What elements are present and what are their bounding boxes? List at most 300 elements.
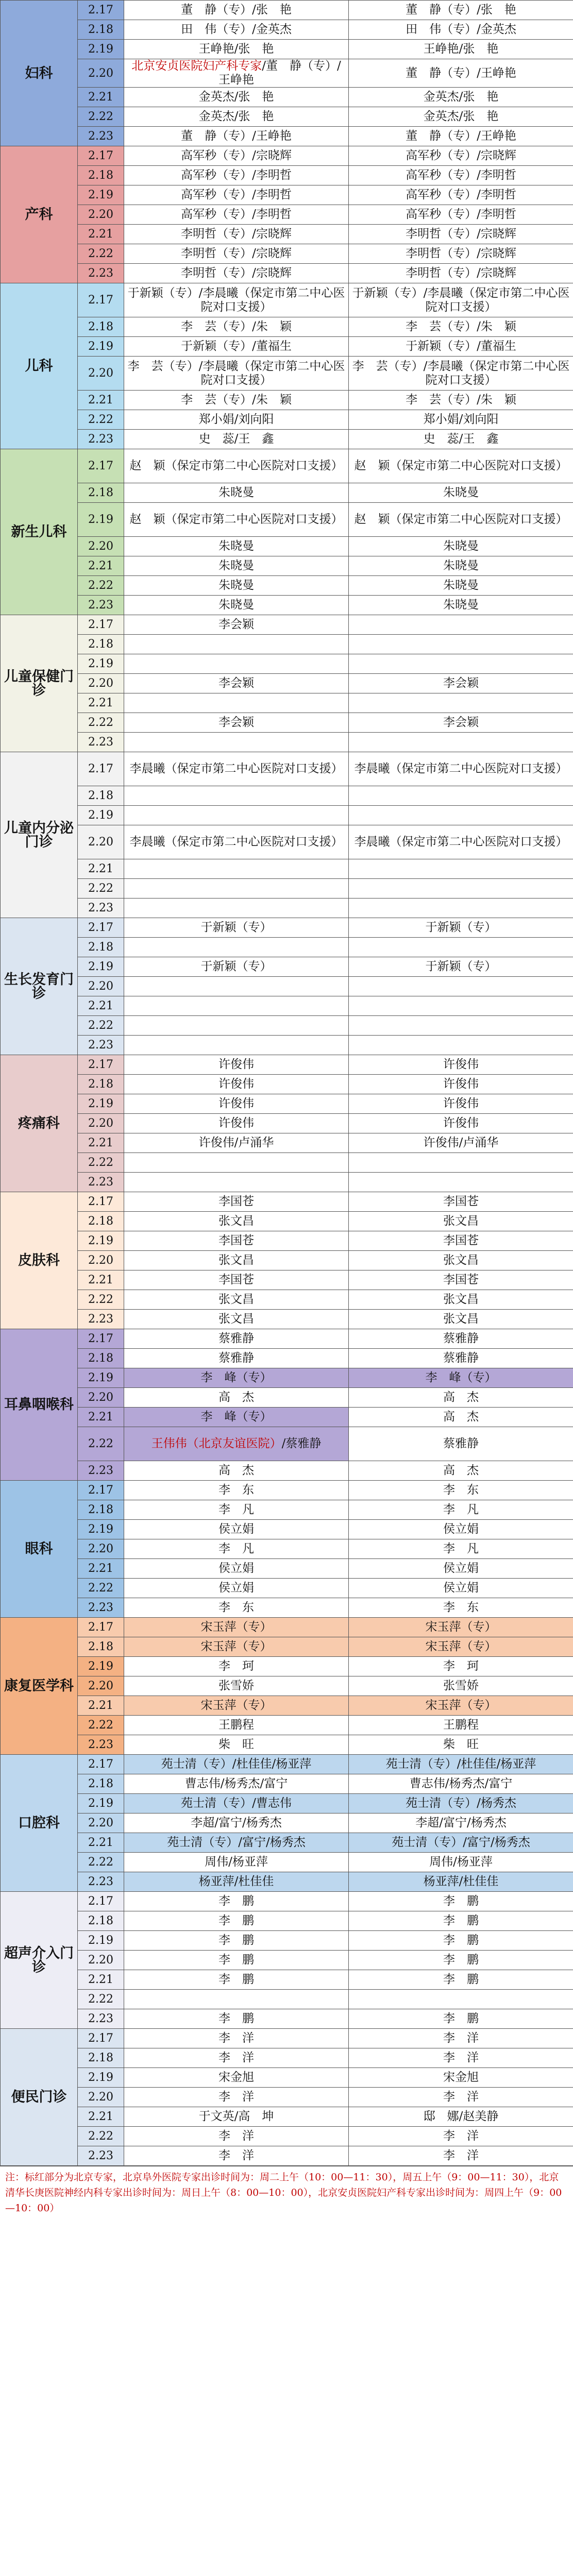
schedule-row	[1, 693, 573, 713]
date-cell: 2.18	[78, 317, 124, 337]
date-cell: 2.19	[78, 503, 124, 537]
doctor-cell-am: 张文昌	[124, 1212, 349, 1231]
doctor-cell-pm: 高 杰	[349, 1388, 573, 1408]
doctor-cell-pm	[349, 1153, 573, 1173]
schedule-row	[1, 1814, 573, 1833]
date-cell: 2.23	[78, 2009, 124, 2029]
doctor-cell-pm: 郑小娟/刘向阳	[349, 410, 573, 430]
schedule-row	[1, 1075, 573, 1094]
date-cell: 2.23	[78, 899, 124, 918]
schedule-row	[1, 615, 573, 635]
doctor-cell-pm: 李 东	[349, 1481, 573, 1500]
schedule-row	[1, 244, 573, 264]
doctor-cell-am: 于新颖（专）/董福生	[124, 337, 349, 357]
doctor-cell-pm: 朱晓曼	[349, 537, 573, 556]
date-cell: 2.22	[78, 1579, 124, 1598]
doctor-cell-pm: 李 东	[349, 1598, 573, 1618]
date-cell: 2.20	[78, 1814, 124, 1833]
doctor-cell-pm: 李 鹏	[349, 2009, 573, 2029]
doctor-cell-pm: 李 芸（专）/朱 颖	[349, 317, 573, 337]
doctor-cell-am: 高 杰	[124, 1388, 349, 1408]
doctor-cell-am: 苑士清（专）/富宁/杨秀杰	[124, 1833, 349, 1853]
doctor-cell-am: 李 鹏	[124, 1911, 349, 1931]
doctor-cell-pm: 李 洋	[349, 2029, 573, 2048]
date-cell: 2.20	[78, 537, 124, 556]
department-label: 眼科	[1, 1481, 78, 1618]
doctor-cell-am: 董 静（专）/王峥艳	[124, 127, 349, 146]
date-cell: 2.19	[78, 957, 124, 977]
date-cell: 2.21	[78, 391, 124, 410]
doctor-cell-pm: 许俊伟	[349, 1114, 573, 1133]
schedule-row	[1, 1368, 573, 1388]
doctor-cell-pm: 董 静（专）/王峥艳	[349, 127, 573, 146]
doctor-cell-pm	[349, 654, 573, 674]
date-cell: 2.18	[78, 1349, 124, 1368]
schedule-row	[1, 127, 573, 146]
doctor-cell-pm: 李 峰（专）	[349, 1368, 573, 1388]
schedule-row	[1, 430, 573, 449]
doctor-cell-pm: 李 芸（专）/朱 颖	[349, 391, 573, 410]
date-cell: 2.23	[78, 1872, 124, 1892]
doctor-cell-am	[124, 859, 349, 879]
doctor-cell-am: 李 洋	[124, 2029, 349, 2048]
date-cell: 2.21	[78, 1270, 124, 1290]
doctor-cell-am: 高 杰	[124, 1461, 349, 1481]
date-cell: 2.21	[78, 556, 124, 576]
doctor-cell-am: 李国苍	[124, 1192, 349, 1212]
schedule-row	[1, 576, 573, 596]
date-cell: 2.22	[78, 1990, 124, 2009]
doctor-cell-am: 李晨曦（保定市第二中心医院对口支援）	[124, 825, 349, 859]
schedule-row	[1, 733, 573, 752]
schedule-row	[1, 1251, 573, 1270]
doctor-cell-am: 周伟/杨亚萍	[124, 1853, 349, 1872]
doctor-cell-am: 侯立娟	[124, 1520, 349, 1539]
date-cell: 2.18	[78, 166, 124, 185]
schedule-row	[1, 674, 573, 693]
schedule-row	[1, 1735, 573, 1755]
schedule-row	[1, 1231, 573, 1251]
date-cell: 2.19	[78, 1520, 124, 1539]
schedule-row	[1, 859, 573, 879]
department-label: 儿童保健门诊	[1, 615, 78, 752]
schedule-row	[1, 1559, 573, 1579]
date-cell: 2.20	[78, 205, 124, 225]
doctor-cell-pm: 柴 旺	[349, 1735, 573, 1755]
schedule-row	[1, 1408, 573, 1427]
doctor-cell-am: 张文昌	[124, 1290, 349, 1310]
doctor-cell-pm: 朱晓曼	[349, 576, 573, 596]
schedule-row	[1, 596, 573, 615]
schedule-row	[1, 146, 573, 166]
date-cell: 2.18	[78, 1637, 124, 1657]
doctor-cell-pm	[349, 1990, 573, 2009]
doctor-cell-am: 史 蕊/王 鑫	[124, 430, 349, 449]
department-label: 疼痛科	[1, 1055, 78, 1192]
highlight-expert-text: 北京安贞医院妇产科专家	[131, 59, 262, 73]
schedule-row	[1, 752, 573, 786]
doctor-cell-am: 李 凡	[124, 1539, 349, 1559]
doctor-cell-pm: 李 鹏	[349, 1911, 573, 1931]
date-cell: 2.19	[78, 40, 124, 59]
doctor-cell-am: 许俊伟/卢涌华	[124, 1133, 349, 1153]
date-cell: 2.21	[78, 996, 124, 1016]
doctor-cell-pm	[349, 859, 573, 879]
doctor-cell-pm	[349, 806, 573, 825]
schedule-row	[1, 503, 573, 537]
doctor-name-text: /董 静（专）/王峥艳	[218, 59, 341, 87]
schedule-row	[1, 2009, 573, 2029]
doctor-cell-pm: 金英杰/张 艳	[349, 107, 573, 127]
schedule-row	[1, 166, 573, 185]
schedule-row	[1, 1676, 573, 1696]
schedule-row	[1, 1696, 573, 1716]
doctor-cell-am: 李 洋	[124, 2088, 349, 2107]
date-cell: 2.21	[78, 1559, 124, 1579]
doctor-cell-am: 李国苍	[124, 1231, 349, 1251]
date-cell: 2.18	[78, 1500, 124, 1520]
schedule-row	[1, 1016, 573, 1036]
schedule-row	[1, 225, 573, 244]
doctor-cell-pm: 杨亚萍/杜佳佳	[349, 1872, 573, 1892]
doctor-cell-am: 田 伟（专）/金英杰	[124, 20, 349, 40]
date-cell: 2.17	[78, 146, 124, 166]
date-cell: 2.18	[78, 1212, 124, 1231]
doctor-cell-pm: 张文昌	[349, 1290, 573, 1310]
doctor-cell-pm: 史 蕊/王 鑫	[349, 430, 573, 449]
doctor-cell-am: 宋玉萍（专）	[124, 1637, 349, 1657]
date-cell: 2.17	[78, 752, 124, 786]
highlight-expert-text: 王伟伟（北京友谊医院）	[151, 1437, 282, 1450]
doctor-cell-pm	[349, 786, 573, 806]
schedule-row	[1, 1618, 573, 1637]
doctor-cell-am	[124, 693, 349, 713]
schedule-row	[1, 977, 573, 996]
doctor-cell-am: 李 峰（专）	[124, 1368, 349, 1388]
date-cell: 2.19	[78, 1231, 124, 1251]
schedule-row	[1, 1461, 573, 1481]
schedule-row	[1, 806, 573, 825]
date-cell: 2.23	[78, 1173, 124, 1192]
schedule-row	[1, 205, 573, 225]
department-label: 产科	[1, 146, 78, 283]
doctor-cell-am: 李会颖	[124, 674, 349, 693]
date-cell: 2.19	[78, 806, 124, 825]
date-cell: 2.22	[78, 244, 124, 264]
department-label: 生长发育门诊	[1, 918, 78, 1055]
schedule-row	[1, 1911, 573, 1931]
schedule-row	[1, 283, 573, 317]
doctor-cell-am: 蔡雅静	[124, 1349, 349, 1368]
date-cell: 2.20	[78, 59, 124, 88]
doctor-cell-pm: 许俊伟	[349, 1075, 573, 1094]
doctor-cell-pm	[349, 693, 573, 713]
schedule-row	[1, 1153, 573, 1173]
doctor-cell-pm	[349, 733, 573, 752]
doctor-cell-am	[124, 1036, 349, 1055]
schedule-row	[1, 1310, 573, 1329]
schedule-row	[1, 107, 573, 127]
doctor-cell-am: 李会颖	[124, 713, 349, 733]
date-cell: 2.22	[78, 1853, 124, 1872]
doctor-cell-am: 王峥艳/张 艳	[124, 40, 349, 59]
doctor-cell-am	[124, 938, 349, 957]
doctor-cell-pm: 李明哲（专）/宗晓辉	[349, 244, 573, 264]
date-cell: 2.22	[78, 713, 124, 733]
doctor-cell-am	[124, 806, 349, 825]
schedule-row	[1, 1173, 573, 1192]
date-cell: 2.20	[78, 357, 124, 391]
doctor-cell-am: 高军秒（专）/李明哲	[124, 205, 349, 225]
schedule-row	[1, 20, 573, 40]
doctor-cell-am: 李明哲（专）/宗晓辉	[124, 225, 349, 244]
schedule-row	[1, 1388, 573, 1408]
doctor-cell-am: 高军秒（专）/宗晓辉	[124, 146, 349, 166]
doctor-cell-pm: 张文昌	[349, 1310, 573, 1329]
doctor-cell-am	[124, 1990, 349, 2009]
schedule-row	[1, 938, 573, 957]
doctor-cell-am: 高军秒（专）/李明哲	[124, 166, 349, 185]
doctor-cell-pm: 曹志伟/杨秀杰/富宁	[349, 1774, 573, 1794]
doctor-cell-am: 宋玉萍（专）	[124, 1696, 349, 1716]
doctor-cell-am: 张雪娇	[124, 1676, 349, 1696]
date-cell: 2.21	[78, 859, 124, 879]
schedule-row	[1, 1716, 573, 1735]
doctor-cell-am: 许俊伟	[124, 1114, 349, 1133]
doctor-cell-pm: 许俊伟	[349, 1094, 573, 1114]
date-cell: 2.19	[78, 337, 124, 357]
doctor-cell-pm: 李 洋	[349, 2127, 573, 2146]
doctor-cell-pm: 侯立娟	[349, 1520, 573, 1539]
footer-note: 注：标红部分为北京专家，北京阜外医院专家出诊时间为：周二上午（10：00—11：30），周五上午（9：00—11：30），北京清华长庚医院神经内科专家出诊时间为：周日上午（8：00—10：00），北京安贞医院妇产科专家出诊时间为：周四上午（9：00—10：00）	[0, 2166, 573, 2219]
date-cell: 2.23	[78, 2146, 124, 2166]
doctor-cell-pm: 田 伟（专）/金英杰	[349, 20, 573, 40]
doctor-cell-pm: 张文昌	[349, 1251, 573, 1270]
doctor-cell-pm: 高军秒（专）/李明哲	[349, 166, 573, 185]
doctor-cell-pm: 金英杰/张 艳	[349, 88, 573, 107]
date-cell: 2.17	[78, 1618, 124, 1637]
date-cell: 2.19	[78, 185, 124, 205]
doctor-cell-am: 于新颖（专）/李晨曦（保定市第二中心医院对口支援）	[124, 283, 349, 317]
date-cell: 2.22	[78, 576, 124, 596]
doctor-cell-am: 董 静（专）/张 艳	[124, 1, 349, 20]
date-cell: 2.18	[78, 2048, 124, 2068]
date-cell: 2.19	[78, 1794, 124, 1814]
doctor-cell-am: 李 鹏	[124, 1951, 349, 1970]
schedule-row	[1, 556, 573, 576]
doctor-cell-pm: 李 凡	[349, 1500, 573, 1520]
doctor-cell-am: 于新颖（专）	[124, 918, 349, 938]
date-cell: 2.23	[78, 733, 124, 752]
schedule-row	[1, 713, 573, 733]
date-cell: 2.18	[78, 1774, 124, 1794]
doctor-cell-pm: 许俊伟	[349, 1055, 573, 1075]
date-cell: 2.19	[78, 2068, 124, 2088]
schedule-row	[1, 786, 573, 806]
schedule-row	[1, 449, 573, 483]
doctor-cell-am: 宋玉萍（专）	[124, 1618, 349, 1637]
date-cell: 2.23	[78, 430, 124, 449]
doctor-cell-pm: 苑士清（专）/杨秀杰	[349, 1794, 573, 1814]
doctor-cell-am: 李 芸（专）/朱 颖	[124, 391, 349, 410]
doctor-cell-pm: 李 洋	[349, 2088, 573, 2107]
schedule-row	[1, 2107, 573, 2127]
doctor-cell-pm: 李明哲（专）/宗晓辉	[349, 225, 573, 244]
doctor-cell-pm: 李 珂	[349, 1657, 573, 1676]
doctor-cell-pm	[349, 879, 573, 899]
doctor-cell-am: 王鹏程	[124, 1716, 349, 1735]
doctor-cell-pm: 王峥艳/张 艳	[349, 40, 573, 59]
doctor-cell-pm	[349, 635, 573, 654]
doctor-cell-am: 李明哲（专）/宗晓辉	[124, 244, 349, 264]
doctor-cell-am: 张文昌	[124, 1251, 349, 1270]
doctor-cell-am: 张文昌	[124, 1310, 349, 1329]
schedule-row	[1, 1774, 573, 1794]
doctor-cell-pm	[349, 1016, 573, 1036]
date-cell: 2.20	[78, 1388, 124, 1408]
doctor-cell-pm: 李 鹏	[349, 1951, 573, 1970]
doctor-cell-pm: 许俊伟/卢涌华	[349, 1133, 573, 1153]
doctor-cell-pm: 高军秒（专）/李明哲	[349, 185, 573, 205]
schedule-row	[1, 1990, 573, 2009]
date-cell: 2.23	[78, 1735, 124, 1755]
date-cell: 2.20	[78, 825, 124, 859]
date-cell: 2.21	[78, 1833, 124, 1853]
schedule-row	[1, 1755, 573, 1774]
doctor-cell-pm	[349, 615, 573, 635]
schedule-row	[1, 1833, 573, 1853]
doctor-cell-pm: 李 芸（专）/李晨曦（保定市第二中心医院对口支援）	[349, 357, 573, 391]
doctor-cell-pm: 蔡雅静	[349, 1329, 573, 1349]
doctor-cell-am	[124, 733, 349, 752]
doctor-cell-am	[124, 1173, 349, 1192]
department-label: 儿科	[1, 283, 78, 449]
schedule-row	[1, 1192, 573, 1212]
schedule-row	[1, 996, 573, 1016]
doctor-cell-pm: 苑士清（专）/富宁/杨秀杰	[349, 1833, 573, 1853]
schedule-row	[1, 2127, 573, 2146]
schedule-row	[1, 1427, 573, 1461]
doctor-cell-am: 苑士清（专）/曹志伟	[124, 1794, 349, 1814]
doctor-cell-pm: 宋玉萍（专）	[349, 1637, 573, 1657]
doctor-cell-am: 李 鹏	[124, 1970, 349, 1990]
doctor-cell-pm: 侯立娟	[349, 1579, 573, 1598]
date-cell: 2.17	[78, 2029, 124, 2048]
department-label: 便民门诊	[1, 2029, 78, 2166]
date-cell: 2.22	[78, 410, 124, 430]
date-cell: 2.17	[78, 1481, 124, 1500]
doctor-cell-pm: 赵 颖（保定市第二中心医院对口支援）	[349, 449, 573, 483]
doctor-cell-am: 于新颖（专）	[124, 957, 349, 977]
doctor-cell-am: 李超/富宁/杨秀杰	[124, 1814, 349, 1833]
date-cell: 2.20	[78, 1951, 124, 1970]
doctor-cell-pm: 朱晓曼	[349, 483, 573, 503]
doctor-cell-am: 李国苍	[124, 1270, 349, 1290]
doctor-cell-pm: 周伟/杨亚萍	[349, 1853, 573, 1872]
doctor-cell-am: 朱晓曼	[124, 596, 349, 615]
doctor-cell-pm: 于新颖（专）/董福生	[349, 337, 573, 357]
doctor-cell-am: 宋金旭	[124, 2068, 349, 2088]
date-cell: 2.17	[78, 1192, 124, 1212]
doctor-cell-am	[124, 786, 349, 806]
doctor-cell-pm: 李 洋	[349, 2146, 573, 2166]
date-cell: 2.20	[78, 1251, 124, 1270]
doctor-cell-am: 李 鹏	[124, 1931, 349, 1951]
schedule-row	[1, 2068, 573, 2088]
department-label: 新生儿科	[1, 449, 78, 615]
department-label: 妇科	[1, 1, 78, 146]
schedule-row	[1, 1520, 573, 1539]
doctor-cell-am: 侯立娟	[124, 1559, 349, 1579]
date-cell: 2.17	[78, 1055, 124, 1075]
doctor-cell-am: 曹志伟/杨秀杰/富宁	[124, 1774, 349, 1794]
doctor-cell-am: 李 东	[124, 1481, 349, 1500]
date-cell: 2.18	[78, 938, 124, 957]
schedule-row	[1, 1951, 573, 1970]
schedule-row	[1, 1133, 573, 1153]
doctor-cell-pm: 张雪娇	[349, 1676, 573, 1696]
schedule-row	[1, 59, 573, 88]
doctor-cell-pm: 侯立娟	[349, 1559, 573, 1579]
doctor-cell-pm: 李 鹏	[349, 1931, 573, 1951]
doctor-cell-pm: 宋金旭	[349, 2068, 573, 2088]
schedule-row	[1, 410, 573, 430]
schedule-row	[1, 635, 573, 654]
schedule-row	[1, 357, 573, 391]
doctor-cell-am: 许俊伟	[124, 1075, 349, 1094]
doctor-name-text: /蔡雅静	[281, 1437, 322, 1450]
schedule-row	[1, 317, 573, 337]
doctor-cell-am	[124, 996, 349, 1016]
date-cell: 2.19	[78, 1931, 124, 1951]
department-label: 耳鼻咽喉科	[1, 1329, 78, 1481]
doctor-cell-am: 李晨曦（保定市第二中心医院对口支援）	[124, 752, 349, 786]
date-cell: 2.19	[78, 1657, 124, 1676]
doctor-cell-am: 李 凡	[124, 1500, 349, 1520]
doctor-cell-am: 李 珂	[124, 1657, 349, 1676]
date-cell: 2.17	[78, 1, 124, 20]
schedule-row	[1, 1970, 573, 1990]
schedule-row	[1, 1500, 573, 1520]
doctor-cell-pm: 王鹏程	[349, 1716, 573, 1735]
schedule-row	[1, 899, 573, 918]
date-cell: 2.21	[78, 1970, 124, 1990]
date-cell: 2.20	[78, 674, 124, 693]
schedule-row	[1, 2146, 573, 2166]
date-cell: 2.23	[78, 1036, 124, 1055]
doctor-cell-pm	[349, 1036, 573, 1055]
doctor-cell-pm	[349, 899, 573, 918]
schedule-row	[1, 2029, 573, 2048]
date-cell: 2.17	[78, 449, 124, 483]
doctor-cell-pm: 李 凡	[349, 1539, 573, 1559]
date-cell: 2.17	[78, 283, 124, 317]
date-cell: 2.20	[78, 2088, 124, 2107]
doctor-cell-am: 李 峰（专）	[124, 1408, 349, 1427]
doctor-cell-am: 朱晓曼	[124, 537, 349, 556]
date-cell: 2.22	[78, 1716, 124, 1735]
doctor-cell-pm: 高 杰	[349, 1408, 573, 1427]
date-cell: 2.18	[78, 483, 124, 503]
schedule-row	[1, 1212, 573, 1231]
doctor-cell-am: 李会颖	[124, 615, 349, 635]
schedule-row	[1, 918, 573, 938]
doctor-cell-pm: 于新颖（专）	[349, 918, 573, 938]
doctor-cell-pm: 李超/富宁/杨秀杰	[349, 1814, 573, 1833]
doctor-cell-am: 李 洋	[124, 2127, 349, 2146]
doctor-cell-pm: 赵 颖（保定市第二中心医院对口支援）	[349, 503, 573, 537]
doctor-cell-am: 高军秒（专）/李明哲	[124, 185, 349, 205]
